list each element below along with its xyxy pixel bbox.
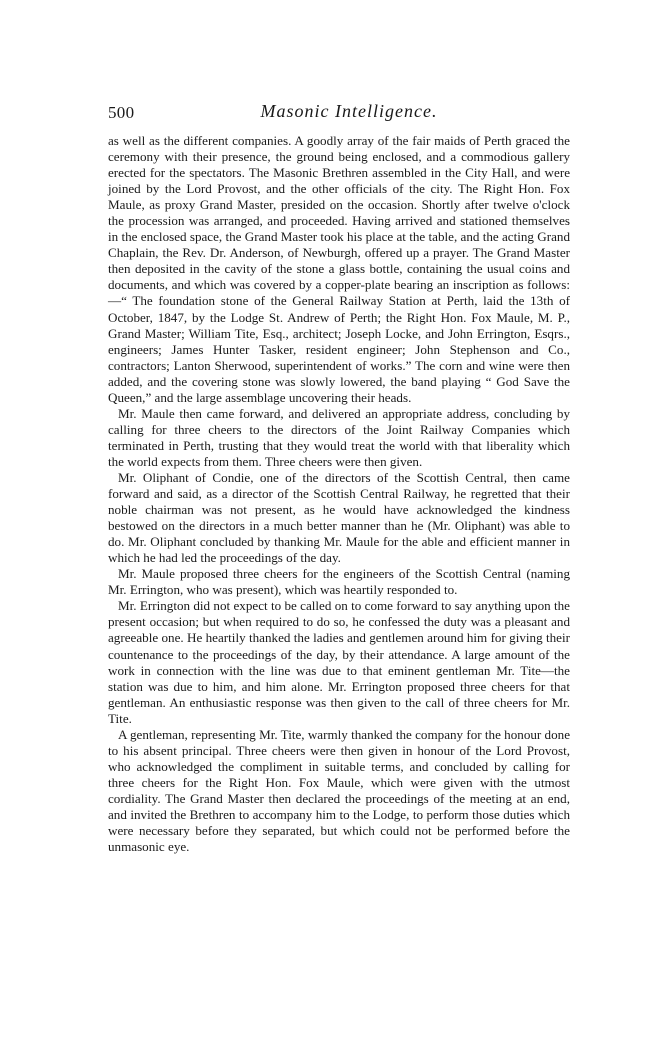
paragraph-maule-engineers: Mr. Maule proposed three cheers for the engineers of the Scottish Central (naming Mr. Errington, who was present), which was heartily responded to. [108, 566, 570, 598]
paragraph-continued: as well as the different companies. A goodly array of the fair maids of Perth graced the ceremony with their presence, the ground being enclosed, and a commodious gallery erected for the spectators. The Masonic Brethren assembled in the City Hall, and were joined by the Lord Provost, and the other officials of the city. The Right Hon. Fox Maule, as proxy Grand Master, presided on the occasion. Shortly after twelve o'clock the procession was arranged, and proceeded. Having arrived and stationed themselves in the enclosed space, the Grand Master took his place at the table, and the acting Grand Chaplain, the Rev. Dr. Anderson, of Newburgh, offered up a prayer. The Grand Master then deposited in the cavity of the stone a glass bottle, containing the usual coins and documents, and which was covered by a copper-plate bearing an inscription as follows:—“ The foundation stone of the General Railway Station at Perth, laid the 13th of October, 1847, by the Lodge St. Andrew of Perth; the Right Hon. Fox Maule, M. P., Grand Master; William Tite, Esq., architect; Joseph Locke, and John Errington, Esqrs., engineers; James Hunter Tasker, resident engineer; John Stephenson and Co., contractors; Lanton Sherwood, superintendent of works.” The corn and wine were then added, and the covering stone was slowly lowered, the band playing “ God Save the Queen,” and the large assemblage uncovering their heads. [108, 133, 570, 405]
page-number: 500 [108, 103, 135, 122]
running-title: Masonic Intelligence. [260, 101, 438, 121]
running-head [108, 101, 570, 127]
paragraph-tite-representative: A gentleman, representing Mr. Tite, warmly thanked the company for the honour done to his absent principal. Three cheers were then given in honour of the Lord Provost, who acknowledged the compliment in suitable terms, and concluded by calling for three cheers for the Right Hon. Fox Maule, which were given with the utmost cordiality. The Grand Master then declared the proceedings of the meeting at an end, and invited the Brethren to accompany him to the Lodge, to perform those duties which were necessary before they separated, but which could not be performed before the unmasonic eye. [108, 726, 571, 855]
paragraph-maule-address: Mr. Maule then came forward, and delivered an appropriate address, concluding by calling for three cheers to the directors of the Joint Railway Companies which terminated in Perth, trusting that they would treat the world with that liberality which the world expects from them. Three cheers were then given. [108, 405, 570, 469]
paragraph-oliphant: Mr. Oliphant of Condie, one of the directors of the Scottish Central, then came forward and said, as a director of the Scottish Central Railway, he regretted that their noble chairman was not present, as he would have acknowledged the kindness bestowed on the directors in a much better manner than he (Mr. Oliphant) was able to do. Mr. Oliphant concluded by thanking Mr. Maule for the able and efficient manner in which he had led the proceedings of the day. [108, 469, 570, 566]
paragraph-errington: Mr. Errington did not expect to be called on to come forward to say anything upon the present occasion; but when required to do so, he confessed the duty was a pleasant and agreeable one. He heartily thanked the ladies and gentlemen around him for giving their countenance to the proceedings of the day, by their attendance. A large amount of the work in connection with the line was due to that eminent gentleman Mr. Tite—the station was due to him, and him alone. Mr. Errington proposed three cheers for that gentleman. An enthusiastic response was then given to the call of three cheers for Mr. Tite. [108, 598, 570, 726]
page [108, 101, 570, 855]
article-body [108, 133, 570, 855]
